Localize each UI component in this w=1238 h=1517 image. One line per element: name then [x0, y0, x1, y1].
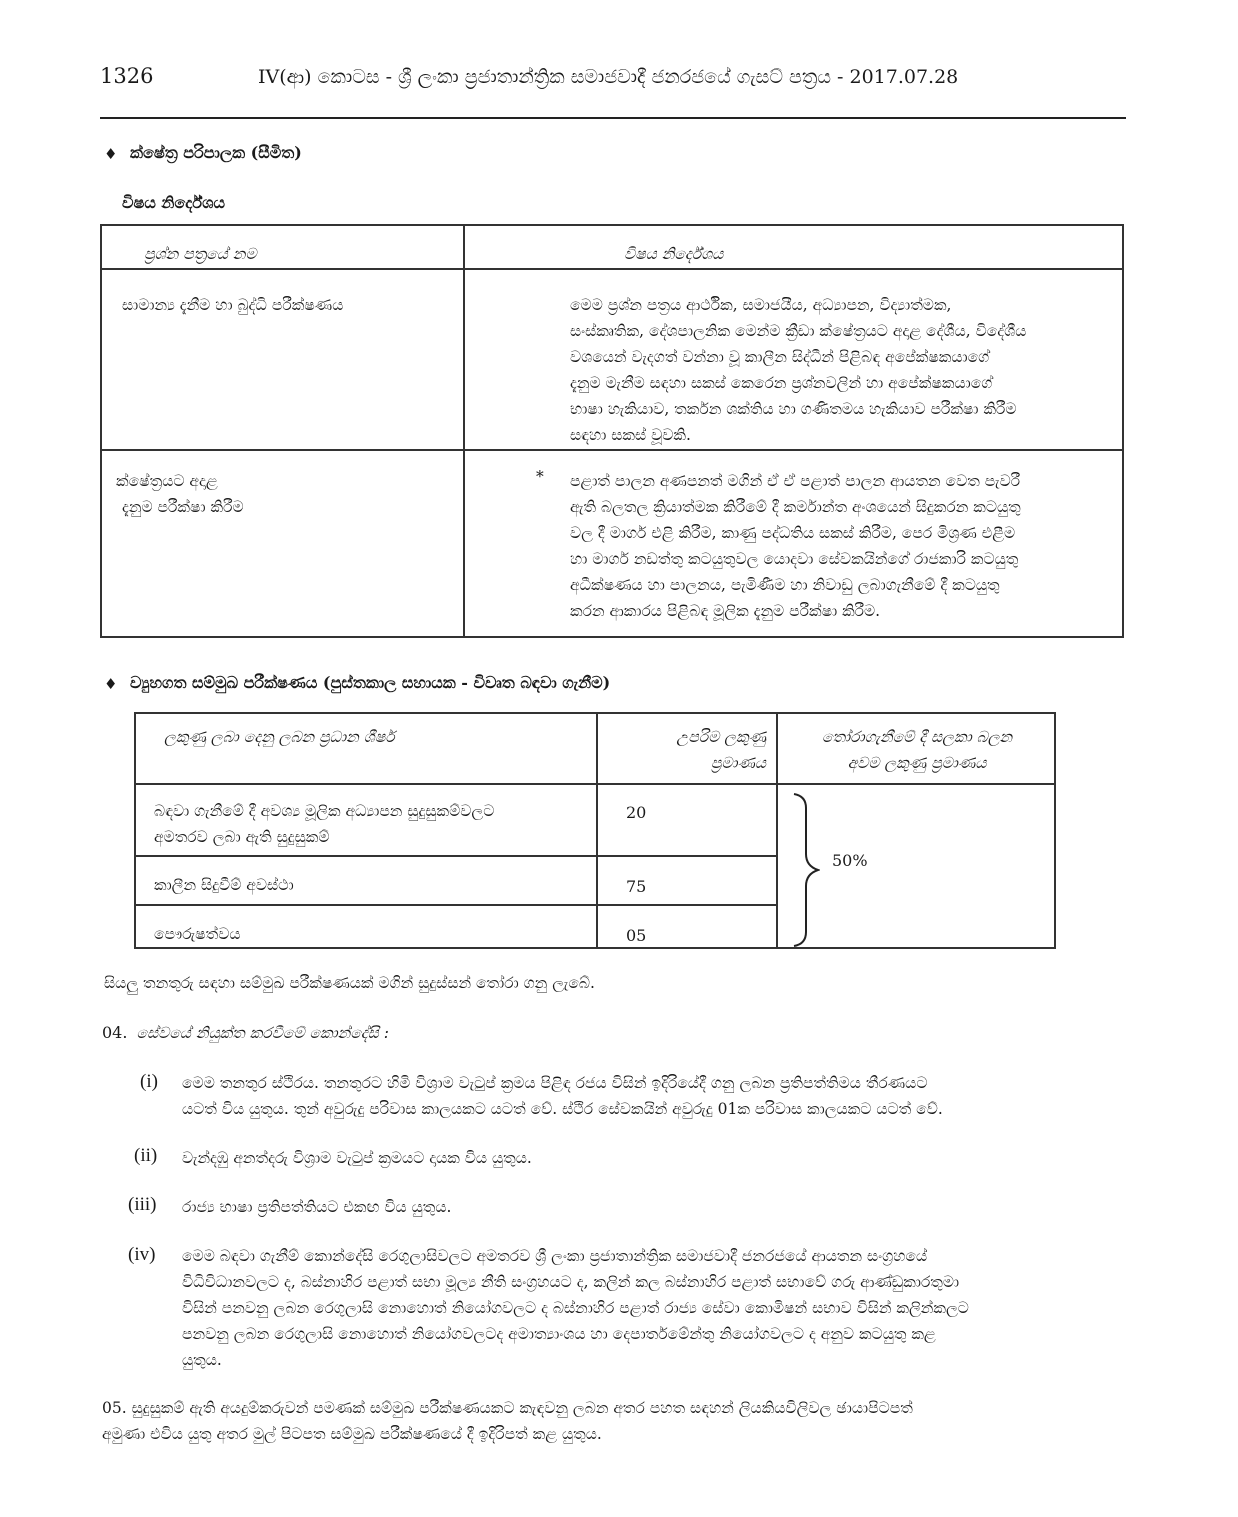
table-divider — [596, 714, 598, 947]
table-divider — [463, 226, 465, 636]
column-header-max-marks: උපරිම ලකුණු ප්‍රමාණය — [676, 728, 766, 772]
column-header-syllabus: විෂය නිර්දේශය — [624, 245, 724, 263]
min-marks-value: 50% — [832, 851, 868, 870]
section-05-text: 05. සුදුසුකම් ඇති අයදුම්කරුවන් පමණක් සම්මුඛ පරීක්ෂණයකට කැඳවනු ලබන අතර පහත සඳහන් ලියකියවිලිවල ඡායාපිටපත් අමුණා එවිය යුතු අතර මුල් පිටපත සම්මුඛ පරීක්ෂණයේ දී ඉදිරිපත් කළ යුතුය. — [102, 1399, 913, 1443]
table-divider — [102, 268, 1122, 270]
table-divider — [136, 904, 778, 906]
table-divider — [136, 783, 1054, 785]
list-marker: (ii) — [134, 1145, 158, 1166]
diamond-bullet-icon: ♦ — [104, 145, 118, 163]
diamond-bullet-icon: ♦ — [104, 675, 118, 693]
list-item-text: මෙම බඳවා ගැනීම් කොන්දේසි රෙගුලාසිවලට අමතරව ශ්‍රී ලංකා ප්‍රජාතාන්ත්‍රික සමාජවාදී ජනරජයේ ආයතන සංග්‍රහයේ විධිවිධානවලට ද, බස්නාහිර පළාත් සභා මූල්‍ය නීති සංග්‍රහයට ද, කලින් කල බස්නාහිර පළාත් සභාවේ ගරු ආණ්ඩුකාරතුමා විසින් පනවනු ලබන රෙගුලාසි නොහොත් නියෝගවලට ද බස්නාහිර පළාත් රාජ්‍ය සේවා කොමිෂන් සභාව විසින් කලින්කලට පනවනු ලබන රෙගුලාසි නොහොත් නියෝගවලටද අමාත්‍යාංශය හා දෙපාර්තමේන්තු නියෝගවලට ද අනුව කටයුතු කළ යුතුය. — [182, 1247, 969, 1369]
section-04-heading: 04. සේවයේ නියුක්ත කරවීමේ කොන්දේසි : — [102, 1023, 389, 1042]
list-item-text: වැන්දඹු අනත්දරු විශ්‍රාම වැටුප් ක්‍රමයට දායක විය යුතුය. — [182, 1149, 532, 1167]
interview-marks-table — [134, 712, 1056, 949]
list-marker: (iii) — [128, 1194, 157, 1215]
curly-brace-icon — [790, 792, 820, 948]
syllabus-table — [100, 224, 1124, 638]
column-header-paper-name: ප්‍රශ්න පත්‍රයේ නම — [144, 245, 257, 263]
table-divider — [136, 855, 778, 857]
list-item-text: මෙම තනතුර ස්ථිරය. තනතුරට හිමි විශ්‍රාම වැටුප් ක්‍රමය පිළිඳ රජය විසින් ඉදිරියේදී ගනු ලබන ප්‍රතිපත්තිමය තීරණයට යටත් විය යුතුය. තුන් අවුරුදු පරිවාස කාලයකට යටත් වේ. ස්ථිර සේවකයින් අවුරුදු 01ක පරිවාස කාලයකට යටත් වේ. — [182, 1074, 943, 1118]
paper-name-general-knowledge: සාමාන්‍ය දැනීම හා බුද්ධි පරීක්ෂණය — [122, 296, 344, 314]
list-marker: (iv) — [128, 1244, 156, 1265]
table-row-label: පෞරුෂත්වය — [154, 925, 241, 943]
header-rule — [100, 117, 1126, 119]
column-header-main-heads: ලකුණු ලබා දෙනු ලබන ප්‍රධාන ශීර්ෂ — [164, 728, 395, 746]
column-header-min-marks: තෝරාගැනීමේ දී සලකා බලන අවම ලකුණු ප්‍රමාණය — [821, 728, 1013, 772]
table-row-marks: 75 — [626, 877, 647, 896]
page-number: 1326 — [100, 64, 154, 88]
table-row-label: බඳවා ගැනීමේ දී අවශ්‍ය මූලික අධ්‍යාපන සුදුසුකම්වලට අමතරව ලබා ඇති සුදුසුකම් — [154, 802, 495, 846]
section-title-field-administrator: ක්ෂේත්‍ර පරිපාලක (සීමිත) — [130, 143, 302, 162]
table-row-marks: 05 — [626, 926, 647, 945]
list-item-text: රාජ්‍ය භාෂා ප්‍රතිපත්තියට එකඟ විය යුතුය. — [182, 1198, 452, 1216]
syllabus-description-field-knowledge: පළාත් පාලන අණපනත් මගින් ඒ ඒ පළාත් පාලන ආයතන වෙත පැවරී ඇති බලතල ක්‍රියාත්මක කිරීමේ දී කර්මාන්ත අංශයෙන් සිදුකරන කටයුතු වල දී මාර්ග එළි කිරීම, කාණු පද්ධතිය සකස් කිරීම, පෙර මිශ්‍රණ එළීම හා මාර්ග නඩත්තු කටයුතුවල යොදවා සේවකයින්ගේ රාජකාරි කටයුතු අධීක්ෂණය හා පාලනය, පැමිණීම හා නිවාඩු ලබාගැනීමේ දී කටයුතු කරන ආකාරය පිළිබඳ මූලික දැනුම පරීක්ෂා කිරීම. — [570, 472, 1021, 620]
interview-note: සියලු තනතුරු සඳහා සම්මුඛ පරීක්ෂණයක් මගින් සුදුස්සන් තෝරා ගනු ලැබේ. — [104, 974, 595, 992]
table-row-label: කාලීන සිදුවීම් අවස්ථා — [154, 876, 294, 894]
table-divider — [102, 449, 1122, 451]
syllabus-subtitle: විෂය නිර්දේශය — [122, 193, 226, 212]
section-title-structured-interview: ව්‍යුහගත සම්මුඛ පරීක්ෂණය (පුස්තකාල සහායක - විවෘත බඳවා ගැනීම) — [130, 673, 611, 692]
syllabus-description-general-knowledge: මෙම ප්‍රශ්න පත්‍රය ආර්ථික, සමාජයීය, අධ්‍යාපන, විද්‍යාත්මක, සංස්කෘතික, දේශපාලනික මෙන්ම ක්‍රීඩා ක්ෂේත්‍රයට අදාළ දේශීය, විදේශීය වශයෙන් වැදගත් වන්නා වූ කාලීන සිද්ධීන් පිළිබඳ අපේක්ෂකයාගේ දැනුම මැනීම සඳහා සකස් කෙරෙන ප්‍රශ්නවලින් හා අපේක්ෂකයාගේ භාෂා හැකියාව, තර්කන ශක්තිය හා ගණිතමය හැකියාව පරීක්ෂා කිරීම සඳහා සකස් වූවකි. — [570, 296, 1027, 444]
gazette-header-title: IV(ආ) කොටස - ශ්‍රී ලංකා ප්‍රජාතාන්ත්‍රික සමාජවාදී ජනරජයේ ගැසට් පත්‍රය - 2017.07.28 — [258, 66, 959, 88]
paper-name-field-knowledge: ක්ෂේත්‍රයට අදාළ දැනුම පරීක්ෂා කිරීම — [116, 472, 244, 516]
table-row-marks: 20 — [626, 803, 647, 822]
list-marker: (i) — [140, 1071, 158, 1092]
table-divider — [776, 714, 778, 947]
asterisk-marker: * — [536, 468, 544, 486]
